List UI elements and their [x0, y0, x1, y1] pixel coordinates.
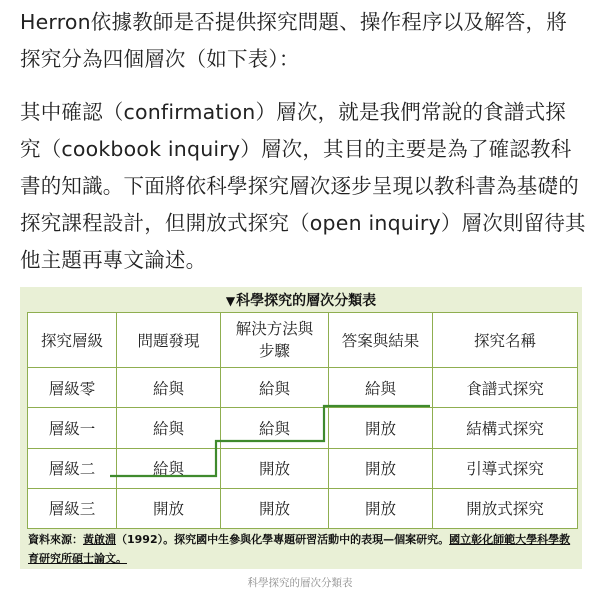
- table-cell: 層級一: [28, 408, 117, 448]
- table-row: [28, 368, 578, 408]
- inquiry-levels-figure: [20, 287, 582, 569]
- table-cell: 給與: [117, 368, 221, 408]
- intro-paragraph: Herron依據教師是否提供探究問題、操作程序以及解答，將探究分為四個層次（如下表）：: [20, 10, 567, 71]
- inquiry-levels-table: [27, 312, 578, 529]
- header-answer: 答案與結果: [329, 313, 433, 368]
- source-text: （1992）。探究國中生參與化學專題研習活動中的表現—個案研究。: [116, 533, 450, 546]
- table-row: [28, 408, 578, 448]
- table-cell: 給與: [117, 448, 221, 488]
- header-method-text: 解決方法與步驟: [235, 320, 314, 360]
- table-cell: 開放: [221, 488, 329, 528]
- source-label: 資料來源：: [28, 533, 83, 546]
- table-cell: 開放: [329, 448, 433, 488]
- table-title-text: 科學探究的層次分類表: [236, 293, 377, 309]
- source-author: 黃啟淵: [83, 533, 116, 546]
- header-question: 問題發現: [117, 313, 221, 368]
- table-cell: 結構式探究: [433, 408, 578, 448]
- table-cell: 給與: [221, 408, 329, 448]
- table-cell: 開放: [329, 408, 433, 448]
- table-cell: 開放: [329, 488, 433, 528]
- table-cell: 給與: [221, 368, 329, 408]
- triangle-down-icon: ▼: [225, 294, 236, 308]
- header-name: 探究名稱: [433, 313, 578, 368]
- table-source-note: [28, 530, 576, 568]
- table-title: [20, 290, 582, 310]
- table-cell: 給與: [329, 368, 433, 408]
- table-row: [28, 488, 578, 528]
- table-row: [28, 448, 578, 488]
- table-cell: 層級二: [28, 448, 117, 488]
- table-cell: 引導式探究: [433, 448, 578, 488]
- table-cell: 層級三: [28, 488, 117, 528]
- table-cell: 食譜式探究: [433, 368, 578, 408]
- table-cell: 開放: [221, 448, 329, 488]
- table-header-row: [28, 313, 578, 368]
- source-institution: 國立彰化師範大學科學教育研究所碩士論文。: [28, 533, 571, 565]
- figure-caption: 科學探究的層次分類表: [247, 577, 353, 589]
- body-paragraph: 其中確認（confirmation）層次，就是我們常說的食譜式探究（cookbook inquiry）層次，其目的主要是為了確認教科書的知識。下面將依科學探究層次逐步呈現以教科書為基礎的探究課程設計，但開放式探究（open inquiry）層次則留待其他主題再專文論述。: [20, 100, 586, 272]
- header-method: [221, 313, 329, 368]
- header-level: 探究層級: [28, 313, 117, 368]
- table-cell: 開放式探究: [433, 488, 578, 528]
- table-cell: 開放: [117, 488, 221, 528]
- table-cell: 層級零: [28, 368, 117, 408]
- table-cell: 給與: [117, 408, 221, 448]
